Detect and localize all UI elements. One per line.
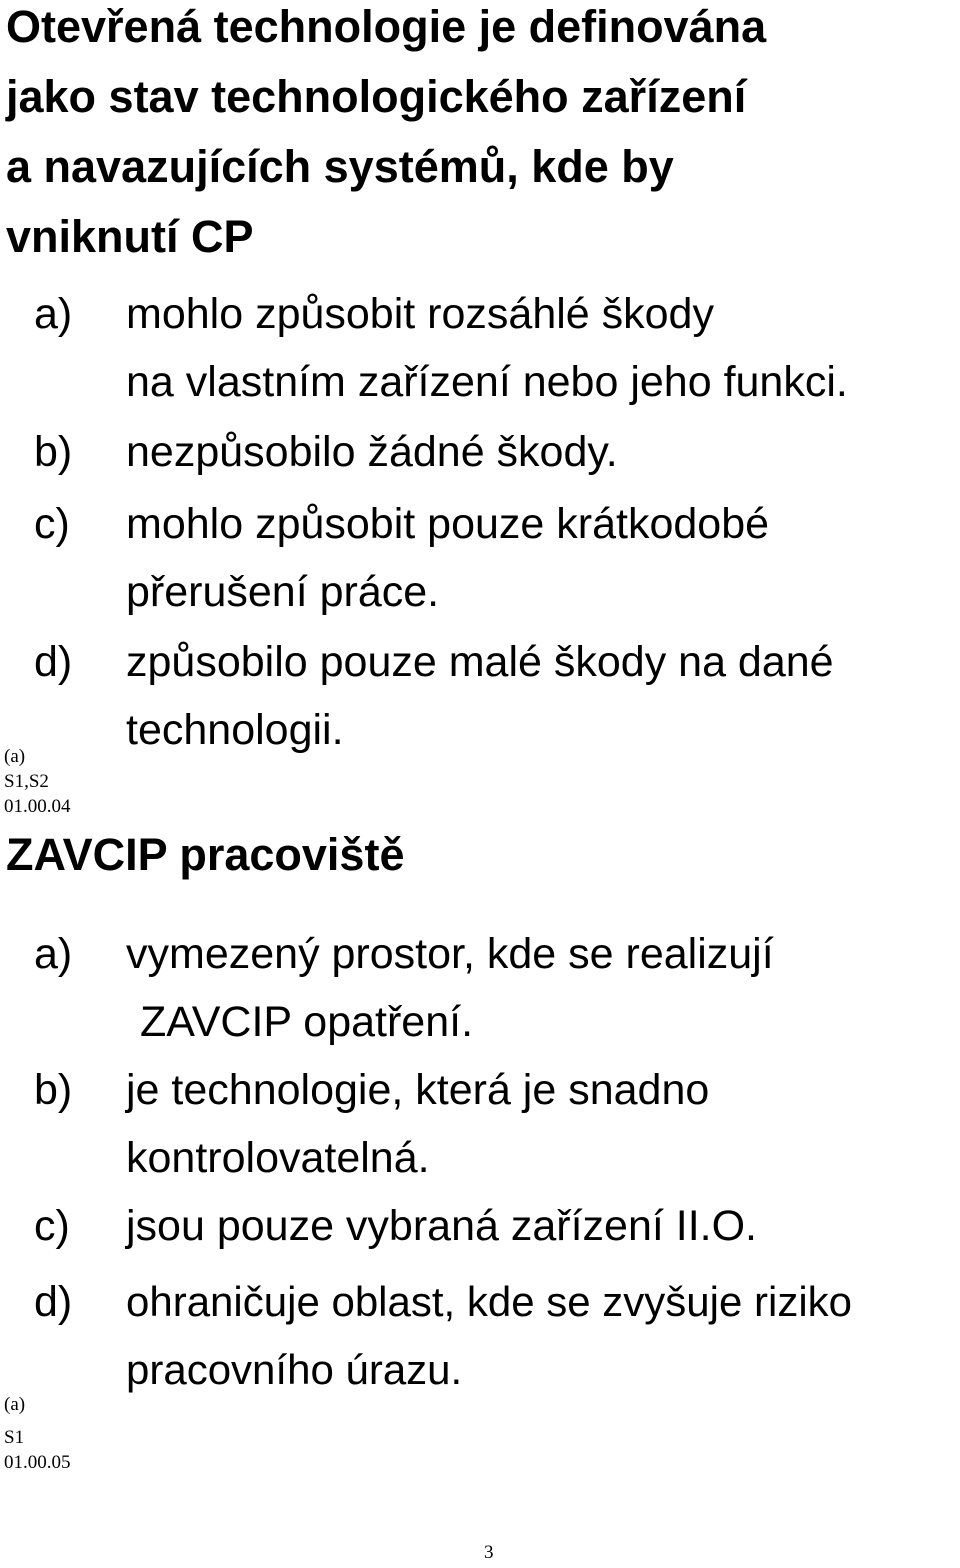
title-line: a navazujících systémů, kde by xyxy=(6,141,674,192)
option-line: přerušení práce. xyxy=(126,568,440,616)
option-line: na vlastním zařízení nebo jeho funkci. xyxy=(126,358,848,406)
option-line: vymezený prostor, kde se realizují xyxy=(126,930,774,978)
option-text xyxy=(126,628,960,764)
title-line: vniknutí CP xyxy=(6,211,254,262)
question-2-title xyxy=(6,820,404,890)
option-label: a) xyxy=(34,930,73,978)
option-text xyxy=(126,490,960,626)
question-code: 01.00.05 xyxy=(4,1452,71,1473)
option-text xyxy=(126,280,960,416)
title-line: Otevřená technologie je definována xyxy=(6,1,767,52)
sections: S1,S2 xyxy=(4,771,49,792)
option-line: nezpůsobilo žádné škody. xyxy=(126,428,618,476)
option-line: pracovního úrazu. xyxy=(126,1346,463,1393)
option-label: a) xyxy=(34,290,73,338)
page-number: 3 xyxy=(484,1542,494,1563)
q2-meta xyxy=(4,1392,71,1475)
option-text xyxy=(126,1056,960,1192)
option-text xyxy=(126,920,960,1056)
option-line: způsobilo pouze malé škody na dané xyxy=(126,638,834,686)
option-line: mohlo způsobit rozsáhlé škody xyxy=(126,290,714,338)
option-line: ZAVCIP opatření. xyxy=(140,998,474,1046)
option-line: jsou pouze vybraná zařízení II.O. xyxy=(126,1202,757,1250)
option-text xyxy=(126,418,960,486)
option-text xyxy=(126,1192,960,1260)
option-label: d) xyxy=(34,1278,73,1326)
title-line: ZAVCIP pracoviště xyxy=(6,829,405,880)
option-label: c) xyxy=(34,500,70,548)
q1-meta xyxy=(4,744,71,819)
question-code: 01.00.04 xyxy=(4,796,71,817)
option-label: b) xyxy=(34,428,73,476)
sections: S1 xyxy=(4,1427,25,1448)
option-line: ohraničuje oblast, kde se zvyšuje riziko xyxy=(126,1278,853,1325)
option-line: technologii. xyxy=(126,706,344,754)
option-line: mohlo způsobit pouze krátkodobé xyxy=(126,500,770,548)
option-text xyxy=(126,1268,960,1404)
option-label: d) xyxy=(34,638,73,686)
option-label: c) xyxy=(34,1202,70,1250)
option-label: b) xyxy=(34,1066,73,1114)
title-line: jako stav technologického zařízení xyxy=(6,71,747,122)
answer-key: (a) xyxy=(4,1394,26,1415)
option-line: kontrolovatelná. xyxy=(126,1134,430,1182)
answer-key: (a) xyxy=(4,746,26,767)
option-line: je technologie, která je snadno xyxy=(126,1066,710,1114)
question-1-title xyxy=(6,0,766,272)
